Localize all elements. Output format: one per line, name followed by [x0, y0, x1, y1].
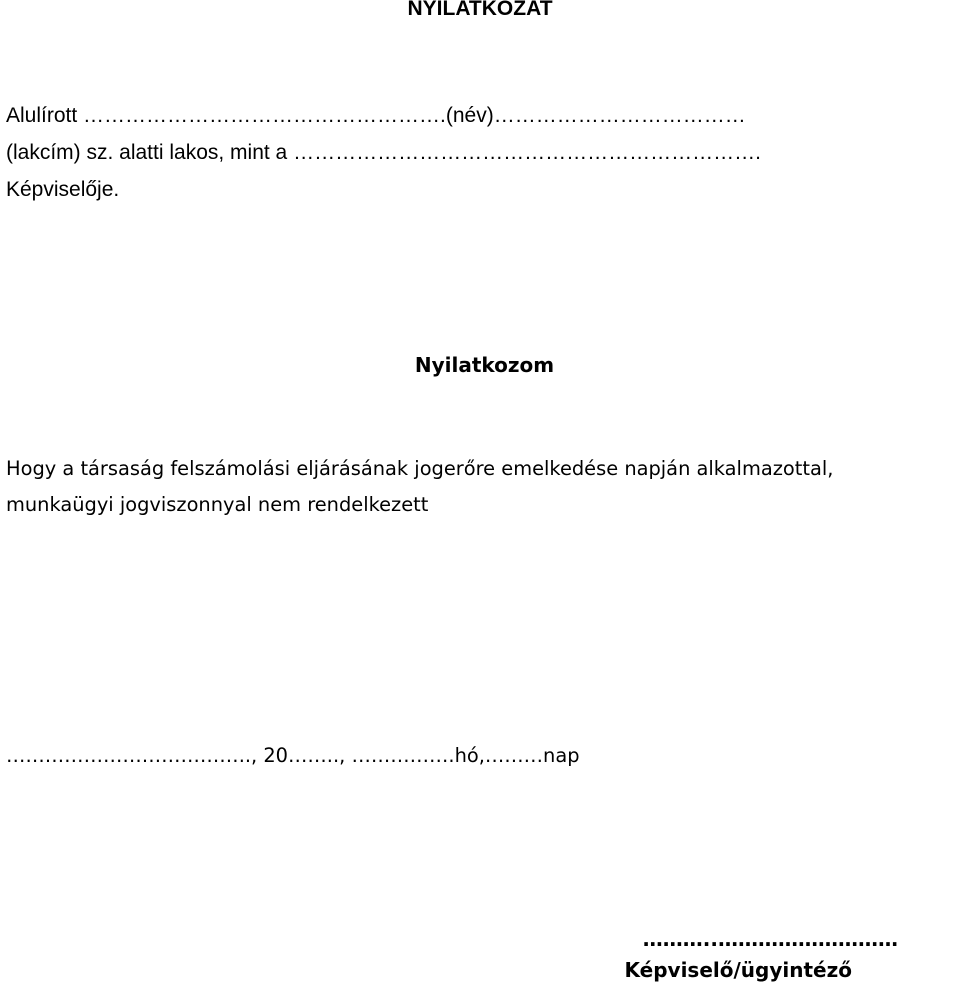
intro-line-address: (lakcím) sz. alatti lakos, mint a …………………………………………………………. — [6, 141, 761, 164]
document-title: NYILATKOZAT — [407, 0, 553, 20]
intro-line-representative: Képviselője. — [6, 178, 120, 201]
signature-line: ………..……………………… — [642, 927, 898, 951]
date-line: ……………………………….., 20…….., …………….hó,………nap — [6, 744, 580, 767]
declaration-text-line: Hogy a társaság felszámolási eljárásának jogerőre emelkedése napján alkalmazottal, — [6, 457, 834, 480]
declaration-text-line: munkaügyi jogviszonnyal nem rendelkezett — [6, 493, 429, 516]
declaration-heading: Nyilatkozom — [414, 353, 555, 377]
intro-line-name: Alulírott …………………………………………….(név)……………………………… — [6, 104, 746, 127]
signature-label: Képviselő/ügyintéző — [624, 958, 852, 982]
